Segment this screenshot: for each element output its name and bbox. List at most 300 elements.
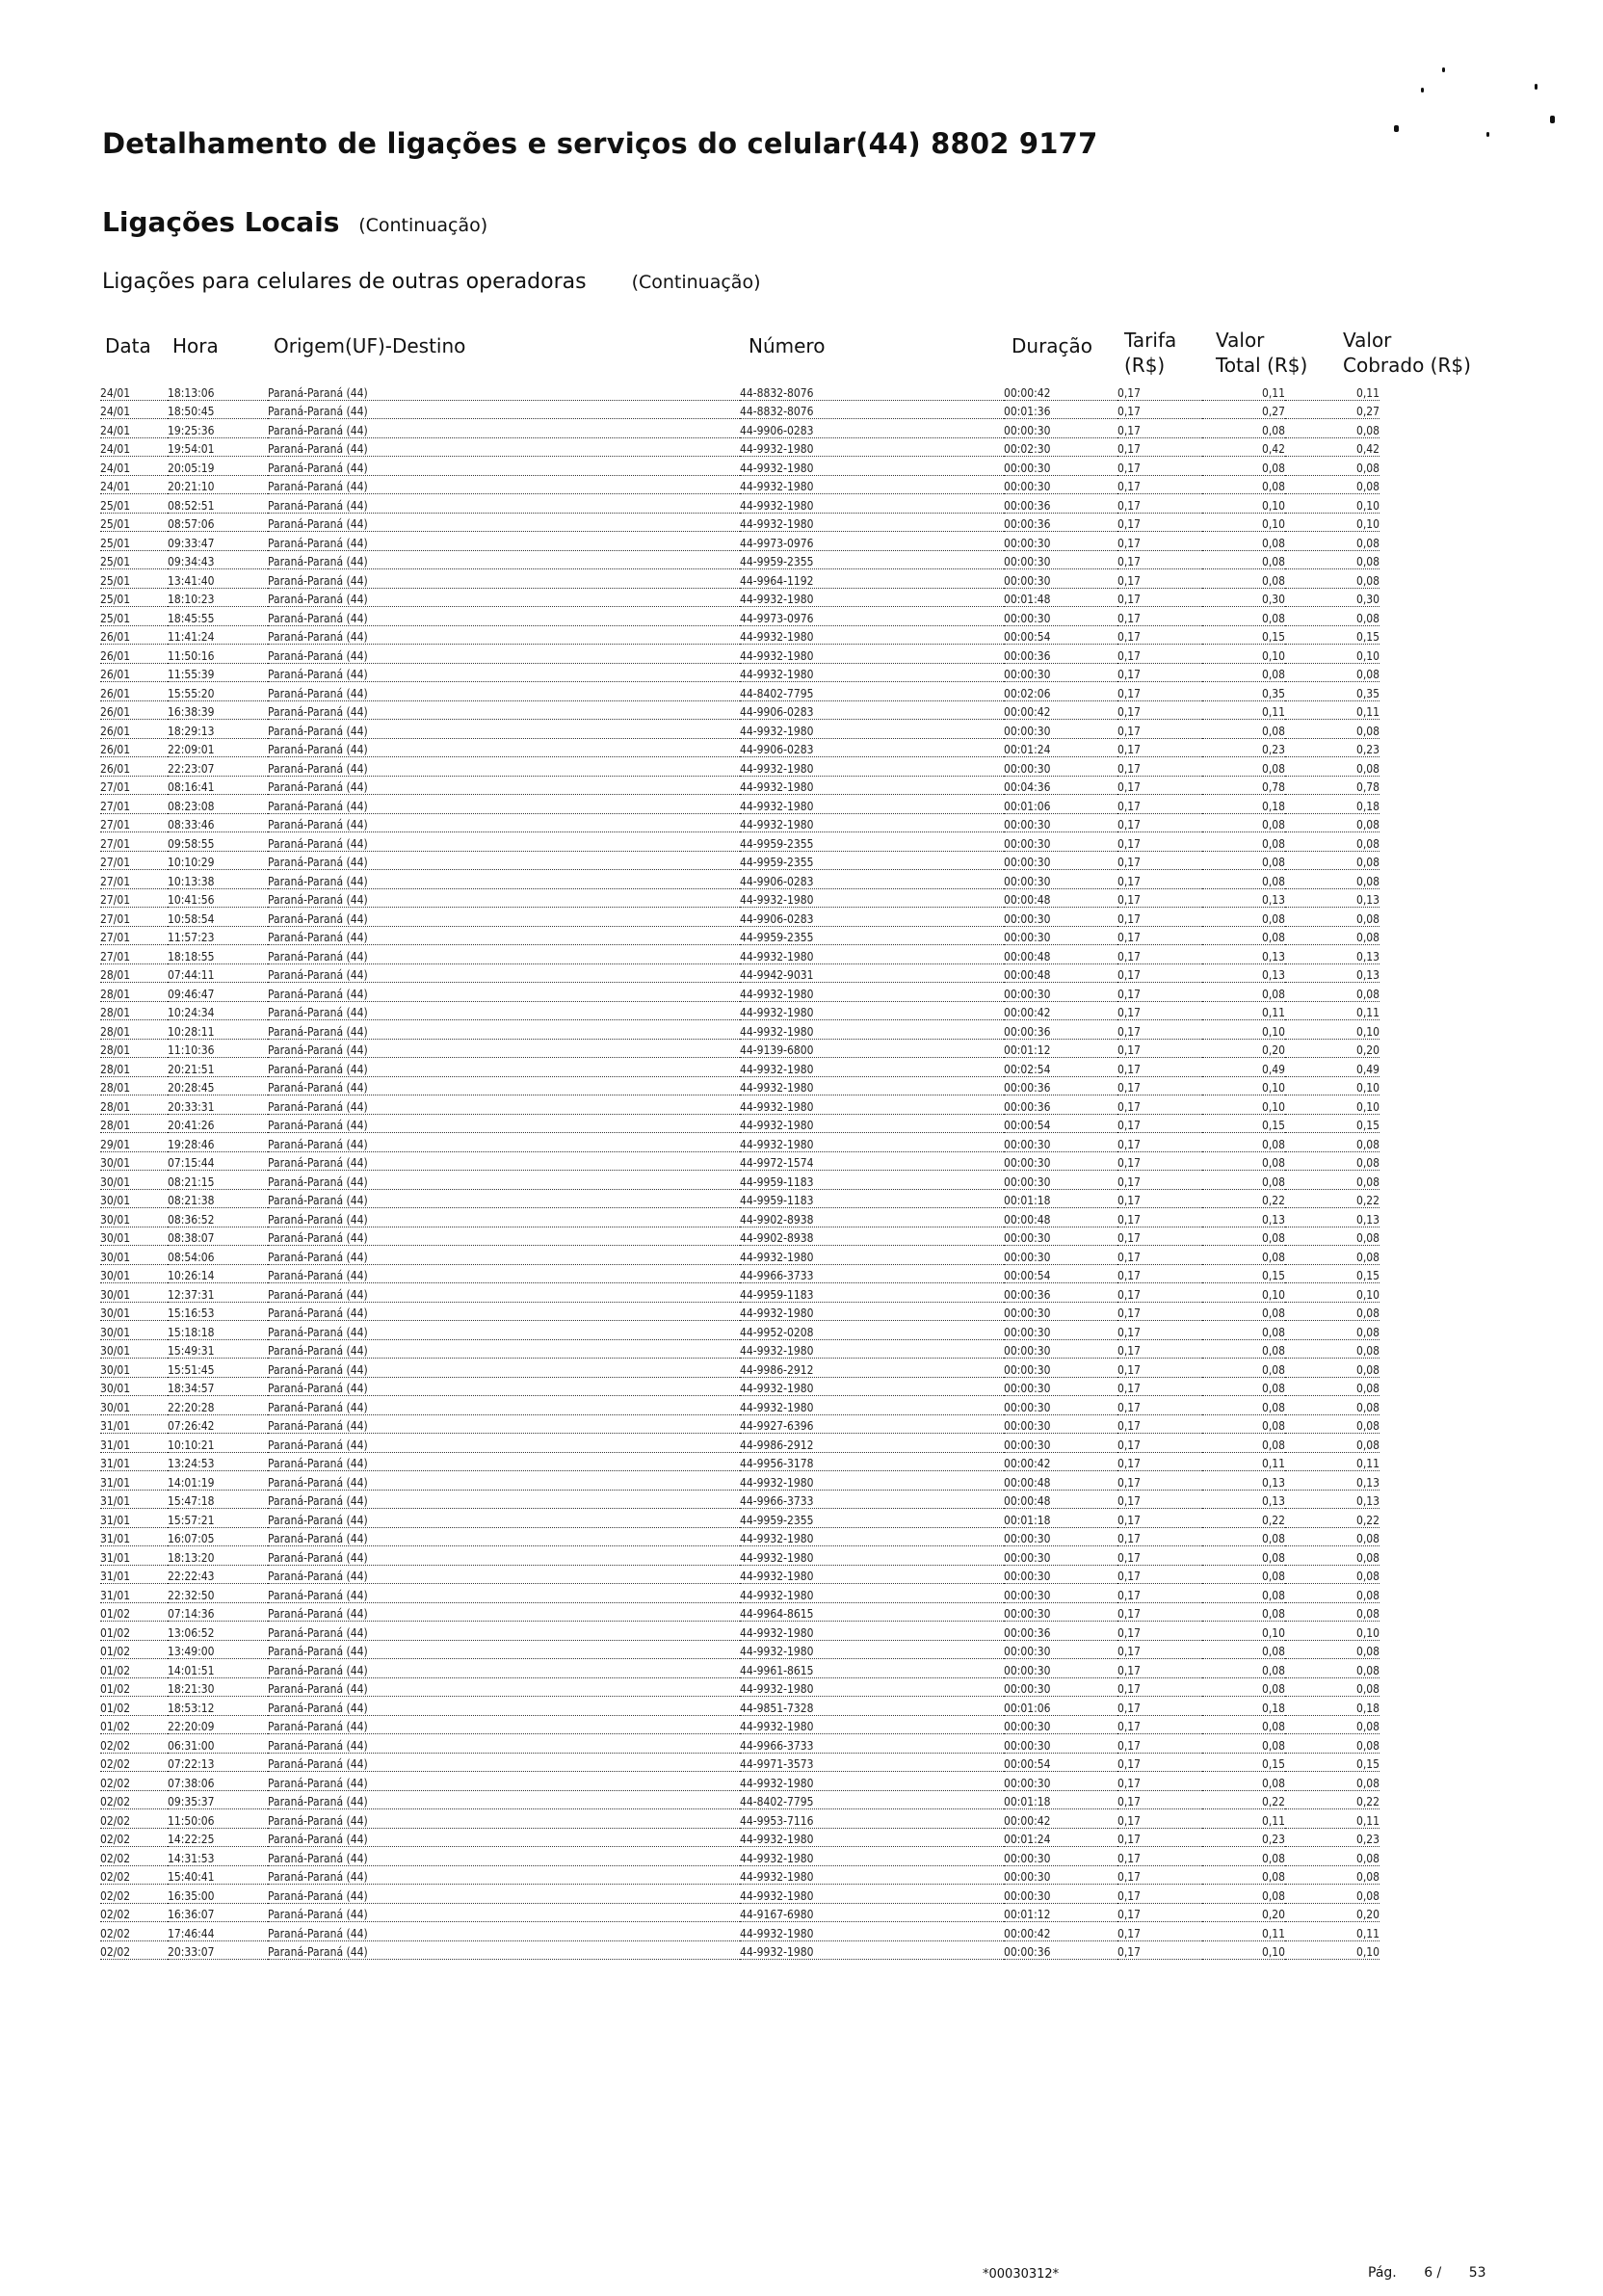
cell-numero: 44-9942-9031 xyxy=(740,963,1004,983)
cell-duracao: 00:00:30 xyxy=(1004,1133,1117,1152)
cell-valor-total: 0,08 xyxy=(1202,1151,1285,1171)
table-row xyxy=(100,475,1380,494)
cell-valor-total: 0,08 xyxy=(1202,1640,1285,1659)
cell-valor-total: 0,11 xyxy=(1202,1809,1285,1829)
cell-tarifa: 0,17 xyxy=(1117,1246,1202,1265)
cell-valor-total: 0,08 xyxy=(1202,1865,1285,1885)
cell-valor-total: 0,08 xyxy=(1202,607,1285,626)
table-row xyxy=(100,1339,1380,1359)
cell-valor-cobrado: 0,13 xyxy=(1285,1471,1380,1491)
cell-data: 31/01 xyxy=(100,1452,168,1471)
cell-origem: Paraná-Paraná (44) xyxy=(268,663,740,682)
cell-data: 27/01 xyxy=(100,870,168,889)
cell-hora: 08:54:06 xyxy=(168,1246,268,1265)
table-row xyxy=(100,400,1380,419)
cell-tarifa: 0,17 xyxy=(1117,457,1202,476)
cell-valor-total: 0,20 xyxy=(1202,1903,1285,1922)
cell-tarifa: 0,17 xyxy=(1117,1377,1202,1396)
cell-data: 25/01 xyxy=(100,494,168,514)
cell-origem: Paraná-Paraná (44) xyxy=(268,1414,740,1434)
cell-valor-cobrado: 0,27 xyxy=(1285,400,1380,419)
cell-numero: 44-9932-1980 xyxy=(740,1246,1004,1265)
cell-valor-total: 0,15 xyxy=(1202,1114,1285,1133)
cell-hora: 13:41:40 xyxy=(168,569,268,589)
cell-tarifa: 0,17 xyxy=(1117,1903,1202,1922)
cell-origem: Paraná-Paraná (44) xyxy=(268,1940,740,1960)
cell-hora: 06:31:00 xyxy=(168,1734,268,1754)
cell-hora: 16:35:00 xyxy=(168,1885,268,1904)
cell-origem: Paraná-Paraná (44) xyxy=(268,870,740,889)
cell-numero: 44-9932-1980 xyxy=(740,1865,1004,1885)
cell-numero: 44-9932-1980 xyxy=(740,1677,1004,1697)
cell-duracao: 00:00:42 xyxy=(1004,700,1117,720)
cell-tarifa: 0,17 xyxy=(1117,1095,1202,1115)
cell-valor-cobrado: 0,23 xyxy=(1285,1828,1380,1847)
cell-tarifa: 0,17 xyxy=(1117,1697,1202,1716)
cell-duracao: 00:00:30 xyxy=(1004,870,1117,889)
subsection-continuation: (Continuação) xyxy=(631,272,761,293)
cell-data: 25/01 xyxy=(100,532,168,551)
cell-valor-total: 0,42 xyxy=(1202,437,1285,457)
cell-duracao: 00:00:30 xyxy=(1004,1865,1117,1885)
cell-origem: Paraná-Paraná (44) xyxy=(268,1565,740,1584)
cell-tarifa: 0,17 xyxy=(1117,513,1202,532)
cell-origem: Paraná-Paraná (44) xyxy=(268,1283,740,1303)
cell-origem: Paraná-Paraná (44) xyxy=(268,1772,740,1791)
cell-numero: 44-9986-2912 xyxy=(740,1359,1004,1378)
cell-duracao: 00:00:30 xyxy=(1004,757,1117,777)
cell-hora: 20:21:10 xyxy=(168,475,268,494)
cell-data: 26/01 xyxy=(100,720,168,739)
cell-numero: 44-9959-2355 xyxy=(740,851,1004,870)
cell-hora: 22:22:43 xyxy=(168,1565,268,1584)
cell-hora: 08:21:38 xyxy=(168,1189,268,1208)
cell-data: 01/02 xyxy=(100,1602,168,1622)
cell-hora: 18:13:06 xyxy=(168,382,268,400)
cell-valor-cobrado: 0,08 xyxy=(1285,1246,1380,1265)
table-row xyxy=(100,1264,1380,1283)
cell-origem: Paraná-Paraná (44) xyxy=(268,813,740,832)
cell-valor-total: 0,10 xyxy=(1202,1095,1285,1115)
column-header-valor-cobrado xyxy=(1343,328,1487,378)
table-row xyxy=(100,888,1380,908)
table-row xyxy=(100,588,1380,607)
cell-data: 29/01 xyxy=(100,1133,168,1152)
cell-tarifa: 0,17 xyxy=(1117,1227,1202,1246)
table-row xyxy=(100,1114,1380,1133)
cell-origem: Paraná-Paraná (44) xyxy=(268,419,740,438)
cell-valor-cobrado: 0,08 xyxy=(1285,983,1380,1002)
cell-tarifa: 0,17 xyxy=(1117,1809,1202,1829)
cell-duracao: 00:01:24 xyxy=(1004,1828,1117,1847)
table-row xyxy=(100,1452,1380,1471)
cell-origem: Paraná-Paraná (44) xyxy=(268,1020,740,1040)
cell-origem: Paraná-Paraná (44) xyxy=(268,832,740,852)
cell-numero: 44-8832-8076 xyxy=(740,382,1004,400)
cell-hora: 20:33:07 xyxy=(168,1940,268,1960)
cell-valor-total: 0,15 xyxy=(1202,625,1285,645)
subsection-heading xyxy=(102,270,761,294)
cell-tarifa: 0,17 xyxy=(1117,1640,1202,1659)
cell-valor-cobrado: 0,08 xyxy=(1285,1227,1380,1246)
cell-duracao: 00:01:48 xyxy=(1004,588,1117,607)
cell-duracao: 00:00:30 xyxy=(1004,813,1117,832)
cell-origem: Paraná-Paraná (44) xyxy=(268,1809,740,1829)
cell-data: 28/01 xyxy=(100,1114,168,1133)
cell-data: 31/01 xyxy=(100,1565,168,1584)
cell-data: 30/01 xyxy=(100,1359,168,1378)
page-title: Detalhamento de ligações e serviços do celular(44) 8802 9177 xyxy=(102,127,1098,160)
table-row xyxy=(100,795,1380,814)
cell-valor-cobrado: 0,08 xyxy=(1285,532,1380,551)
cell-hora: 22:32:50 xyxy=(168,1584,268,1603)
cell-duracao: 00:00:36 xyxy=(1004,494,1117,514)
cell-numero: 44-9932-1980 xyxy=(740,1527,1004,1546)
cell-tarifa: 0,17 xyxy=(1117,1452,1202,1471)
cell-tarifa: 0,17 xyxy=(1117,1847,1202,1866)
cell-tarifa: 0,17 xyxy=(1117,983,1202,1002)
cell-valor-cobrado: 0,49 xyxy=(1285,1058,1380,1077)
cell-valor-cobrado: 0,20 xyxy=(1285,1903,1380,1922)
cell-numero: 44-9959-2355 xyxy=(740,832,1004,852)
table-row xyxy=(100,700,1380,720)
table-row xyxy=(100,1246,1380,1265)
cell-hora: 16:38:39 xyxy=(168,700,268,720)
cell-hora: 15:16:53 xyxy=(168,1302,268,1321)
column-header-tarifa-line1: Tarifa xyxy=(1124,329,1177,352)
cell-valor-total: 0,23 xyxy=(1202,738,1285,757)
cell-hora: 11:41:24 xyxy=(168,625,268,645)
cell-valor-total: 0,49 xyxy=(1202,1058,1285,1077)
cell-origem: Paraná-Paraná (44) xyxy=(268,1677,740,1697)
cell-valor-cobrado: 0,08 xyxy=(1285,1677,1380,1697)
cell-hora: 13:06:52 xyxy=(168,1622,268,1641)
cell-hora: 07:26:42 xyxy=(168,1414,268,1434)
cell-valor-cobrado: 0,10 xyxy=(1285,1076,1380,1095)
table-row xyxy=(100,1058,1380,1077)
cell-origem: Paraná-Paraná (44) xyxy=(268,926,740,945)
cell-valor-total: 0,27 xyxy=(1202,400,1285,419)
cell-hora: 12:37:31 xyxy=(168,1283,268,1303)
cell-tarifa: 0,17 xyxy=(1117,1772,1202,1791)
cell-origem: Paraná-Paraná (44) xyxy=(268,1302,740,1321)
cell-numero: 44-9932-1980 xyxy=(740,1847,1004,1866)
cell-valor-cobrado: 0,22 xyxy=(1285,1509,1380,1528)
cell-tarifa: 0,17 xyxy=(1117,851,1202,870)
cell-numero: 44-9906-0283 xyxy=(740,700,1004,720)
cell-data: 01/02 xyxy=(100,1640,168,1659)
cell-valor-total: 0,35 xyxy=(1202,682,1285,701)
cell-hora: 18:34:57 xyxy=(168,1377,268,1396)
cell-valor-cobrado: 0,15 xyxy=(1285,1753,1380,1772)
cell-valor-cobrado: 0,10 xyxy=(1285,1095,1380,1115)
cell-tarifa: 0,17 xyxy=(1117,1058,1202,1077)
cell-tarifa: 0,17 xyxy=(1117,1321,1202,1340)
cell-valor-cobrado: 0,22 xyxy=(1285,1189,1380,1208)
cell-data: 26/01 xyxy=(100,700,168,720)
cell-tarifa: 0,17 xyxy=(1117,1622,1202,1641)
cell-hora: 18:10:23 xyxy=(168,588,268,607)
cell-numero: 44-9973-0976 xyxy=(740,532,1004,551)
cell-valor-total: 0,08 xyxy=(1202,851,1285,870)
cell-valor-cobrado: 0,08 xyxy=(1285,1659,1380,1678)
cell-tarifa: 0,17 xyxy=(1117,1828,1202,1847)
table-row xyxy=(100,908,1380,927)
cell-hora: 07:14:36 xyxy=(168,1602,268,1622)
table-row xyxy=(100,1283,1380,1303)
cell-origem: Paraná-Paraná (44) xyxy=(268,1076,740,1095)
cell-hora: 22:20:28 xyxy=(168,1396,268,1415)
cell-tarifa: 0,17 xyxy=(1117,1039,1202,1058)
cell-origem: Paraná-Paraná (44) xyxy=(268,1114,740,1133)
table-row xyxy=(100,645,1380,664)
cell-valor-cobrado: 0,11 xyxy=(1285,1001,1380,1020)
cell-valor-total: 0,10 xyxy=(1202,1940,1285,1960)
cell-tarifa: 0,17 xyxy=(1117,382,1202,400)
cell-origem: Paraná-Paraná (44) xyxy=(268,1640,740,1659)
cell-duracao: 00:00:30 xyxy=(1004,1414,1117,1434)
cell-valor-total: 0,11 xyxy=(1202,700,1285,720)
cell-data: 01/02 xyxy=(100,1677,168,1697)
cell-data: 27/01 xyxy=(100,888,168,908)
table-row xyxy=(100,1885,1380,1904)
cell-duracao: 00:00:54 xyxy=(1004,1114,1117,1133)
cell-duracao: 00:00:30 xyxy=(1004,1339,1117,1359)
cell-numero: 44-9932-1980 xyxy=(740,1133,1004,1152)
scan-mark xyxy=(1486,132,1489,137)
table-row xyxy=(100,738,1380,757)
table-row xyxy=(100,1640,1380,1659)
cell-data: 31/01 xyxy=(100,1546,168,1566)
cell-hora: 20:21:51 xyxy=(168,1058,268,1077)
cell-tarifa: 0,17 xyxy=(1117,1396,1202,1415)
cell-numero: 44-9932-1980 xyxy=(740,1828,1004,1847)
cell-valor-cobrado: 0,11 xyxy=(1285,382,1380,400)
cell-duracao: 00:00:30 xyxy=(1004,1377,1117,1396)
cell-hora: 22:23:07 xyxy=(168,757,268,777)
cell-origem: Paraná-Paraná (44) xyxy=(268,1697,740,1716)
cell-tarifa: 0,17 xyxy=(1117,945,1202,964)
cell-numero: 44-9932-1980 xyxy=(740,945,1004,964)
cell-valor-total: 0,08 xyxy=(1202,1434,1285,1453)
cell-data: 25/01 xyxy=(100,513,168,532)
cell-valor-total: 0,08 xyxy=(1202,1584,1285,1603)
cell-tarifa: 0,17 xyxy=(1117,1001,1202,1020)
cell-valor-total: 0,08 xyxy=(1202,870,1285,889)
cell-hora: 15:55:20 xyxy=(168,682,268,701)
cell-hora: 18:21:30 xyxy=(168,1677,268,1697)
cell-data: 30/01 xyxy=(100,1151,168,1171)
cell-data: 25/01 xyxy=(100,607,168,626)
cell-data: 26/01 xyxy=(100,738,168,757)
cell-valor-cobrado: 0,20 xyxy=(1285,1039,1380,1058)
cell-tarifa: 0,17 xyxy=(1117,1208,1202,1227)
cell-origem: Paraná-Paraná (44) xyxy=(268,1659,740,1678)
table-row xyxy=(100,983,1380,1002)
cell-numero: 44-9932-1980 xyxy=(740,625,1004,645)
table-row xyxy=(100,382,1380,400)
section-heading xyxy=(102,206,487,238)
cell-tarifa: 0,17 xyxy=(1117,832,1202,852)
column-header-hora: Hora xyxy=(172,334,219,357)
cell-valor-total: 0,08 xyxy=(1202,1772,1285,1791)
cell-data: 01/02 xyxy=(100,1659,168,1678)
cell-data: 02/02 xyxy=(100,1828,168,1847)
cell-duracao: 00:00:30 xyxy=(1004,1602,1117,1622)
cell-data: 26/01 xyxy=(100,663,168,682)
cell-numero: 44-9972-1574 xyxy=(740,1151,1004,1171)
cell-numero: 44-9932-1980 xyxy=(740,1020,1004,1040)
cell-duracao: 00:00:30 xyxy=(1004,419,1117,438)
table-row xyxy=(100,663,1380,682)
cell-numero: 44-9932-1980 xyxy=(740,1058,1004,1077)
cell-duracao: 00:00:42 xyxy=(1004,1809,1117,1829)
cell-valor-total: 0,08 xyxy=(1202,475,1285,494)
cell-duracao: 00:00:48 xyxy=(1004,1208,1117,1227)
cell-origem: Paraná-Paraná (44) xyxy=(268,757,740,777)
cell-valor-cobrado: 0,15 xyxy=(1285,1264,1380,1283)
cell-origem: Paraná-Paraná (44) xyxy=(268,888,740,908)
cell-origem: Paraná-Paraná (44) xyxy=(268,1753,740,1772)
cell-duracao: 00:01:12 xyxy=(1004,1903,1117,1922)
cell-valor-cobrado: 0,15 xyxy=(1285,1114,1380,1133)
cell-valor-total: 0,08 xyxy=(1202,1885,1285,1904)
cell-valor-total: 0,08 xyxy=(1202,983,1285,1002)
cell-duracao: 00:01:24 xyxy=(1004,738,1117,757)
cell-duracao: 00:00:30 xyxy=(1004,1246,1117,1265)
cell-numero: 44-9959-2355 xyxy=(740,926,1004,945)
cell-data: 28/01 xyxy=(100,983,168,1002)
cell-duracao: 00:01:18 xyxy=(1004,1509,1117,1528)
cell-hora: 09:34:43 xyxy=(168,550,268,569)
cell-valor-cobrado: 0,10 xyxy=(1285,1283,1380,1303)
cell-hora: 08:33:46 xyxy=(168,813,268,832)
cell-hora: 11:57:23 xyxy=(168,926,268,945)
cell-duracao: 00:00:30 xyxy=(1004,1321,1117,1340)
cell-data: 02/02 xyxy=(100,1865,168,1885)
cell-valor-cobrado: 0,08 xyxy=(1285,926,1380,945)
cell-valor-cobrado: 0,11 xyxy=(1285,700,1380,720)
table-row xyxy=(100,1847,1380,1866)
cell-duracao: 00:00:48 xyxy=(1004,963,1117,983)
table-row xyxy=(100,1622,1380,1641)
cell-valor-total: 0,11 xyxy=(1202,382,1285,400)
cell-duracao: 00:00:30 xyxy=(1004,1715,1117,1734)
cell-duracao: 00:00:36 xyxy=(1004,1020,1117,1040)
cell-data: 25/01 xyxy=(100,550,168,569)
cell-data: 28/01 xyxy=(100,1001,168,1020)
column-header-tarifa xyxy=(1124,328,1192,378)
cell-tarifa: 0,17 xyxy=(1117,1133,1202,1152)
cell-valor-total: 0,15 xyxy=(1202,1753,1285,1772)
cell-valor-cobrado: 0,10 xyxy=(1285,1622,1380,1641)
calls-table xyxy=(100,382,1380,1960)
cell-data: 25/01 xyxy=(100,588,168,607)
cell-origem: Paraná-Paraná (44) xyxy=(268,457,740,476)
cell-numero: 44-9932-1980 xyxy=(740,645,1004,664)
section-title: Ligações Locais xyxy=(102,206,340,238)
cell-origem: Paraná-Paraná (44) xyxy=(268,1471,740,1491)
cell-numero: 44-9973-0976 xyxy=(740,607,1004,626)
cell-tarifa: 0,17 xyxy=(1117,1189,1202,1208)
cell-numero: 44-9966-3733 xyxy=(740,1490,1004,1509)
cell-duracao: 00:00:36 xyxy=(1004,1940,1117,1960)
cell-hora: 19:28:46 xyxy=(168,1133,268,1152)
cell-hora: 13:24:53 xyxy=(168,1452,268,1471)
cell-valor-cobrado: 0,08 xyxy=(1285,569,1380,589)
cell-data: 02/02 xyxy=(100,1772,168,1791)
cell-valor-total: 0,08 xyxy=(1202,1396,1285,1415)
cell-valor-cobrado: 0,08 xyxy=(1285,1151,1380,1171)
cell-tarifa: 0,17 xyxy=(1117,550,1202,569)
cell-valor-total: 0,13 xyxy=(1202,963,1285,983)
cell-tarifa: 0,17 xyxy=(1117,1602,1202,1622)
cell-tarifa: 0,17 xyxy=(1117,1434,1202,1453)
cell-valor-cobrado: 0,08 xyxy=(1285,1359,1380,1378)
cell-numero: 44-9927-6396 xyxy=(740,1414,1004,1434)
cell-valor-total: 0,08 xyxy=(1202,1734,1285,1754)
cell-valor-cobrado: 0,08 xyxy=(1285,720,1380,739)
table-row xyxy=(100,1922,1380,1941)
cell-tarifa: 0,17 xyxy=(1117,1677,1202,1697)
cell-numero: 44-9964-8615 xyxy=(740,1602,1004,1622)
cell-valor-total: 0,08 xyxy=(1202,1171,1285,1190)
cell-valor-cobrado: 0,42 xyxy=(1285,437,1380,457)
cell-origem: Paraná-Paraná (44) xyxy=(268,720,740,739)
cell-duracao: 00:01:18 xyxy=(1004,1189,1117,1208)
cell-valor-cobrado: 0,08 xyxy=(1285,1584,1380,1603)
cell-hora: 15:51:45 xyxy=(168,1359,268,1378)
cell-valor-cobrado: 0,13 xyxy=(1285,945,1380,964)
table-row xyxy=(100,963,1380,983)
cell-numero: 44-9932-1980 xyxy=(740,437,1004,457)
cell-origem: Paraná-Paraná (44) xyxy=(268,645,740,664)
cell-duracao: 00:00:36 xyxy=(1004,1622,1117,1641)
calls-table-body xyxy=(100,382,1380,1960)
cell-hora: 09:35:37 xyxy=(168,1790,268,1809)
cell-valor-total: 0,13 xyxy=(1202,888,1285,908)
cell-tarifa: 0,17 xyxy=(1117,532,1202,551)
cell-numero: 44-9851-7328 xyxy=(740,1697,1004,1716)
cell-tarifa: 0,17 xyxy=(1117,1546,1202,1566)
page-label: Pág. xyxy=(1368,2265,1397,2281)
cell-duracao: 00:00:30 xyxy=(1004,1734,1117,1754)
cell-data: 24/01 xyxy=(100,382,168,400)
cell-tarifa: 0,17 xyxy=(1117,494,1202,514)
cell-valor-total: 0,08 xyxy=(1202,1715,1285,1734)
cell-hora: 15:40:41 xyxy=(168,1865,268,1885)
cell-valor-cobrado: 0,08 xyxy=(1285,1715,1380,1734)
cell-data: 01/02 xyxy=(100,1622,168,1641)
cell-duracao: 00:00:54 xyxy=(1004,1753,1117,1772)
cell-hora: 20:05:19 xyxy=(168,457,268,476)
cell-duracao: 00:04:36 xyxy=(1004,776,1117,795)
cell-tarifa: 0,17 xyxy=(1117,1302,1202,1321)
cell-data: 02/02 xyxy=(100,1903,168,1922)
cell-tarifa: 0,17 xyxy=(1117,1753,1202,1772)
cell-tarifa: 0,17 xyxy=(1117,1151,1202,1171)
cell-data: 26/01 xyxy=(100,757,168,777)
table-row xyxy=(100,457,1380,476)
cell-data: 30/01 xyxy=(100,1283,168,1303)
cell-valor-cobrado: 0,08 xyxy=(1285,419,1380,438)
cell-data: 30/01 xyxy=(100,1396,168,1415)
cell-tarifa: 0,17 xyxy=(1117,588,1202,607)
cell-data: 30/01 xyxy=(100,1339,168,1359)
cell-numero: 44-9932-1980 xyxy=(740,1339,1004,1359)
cell-tarifa: 0,17 xyxy=(1117,663,1202,682)
cell-valor-total: 0,08 xyxy=(1202,569,1285,589)
